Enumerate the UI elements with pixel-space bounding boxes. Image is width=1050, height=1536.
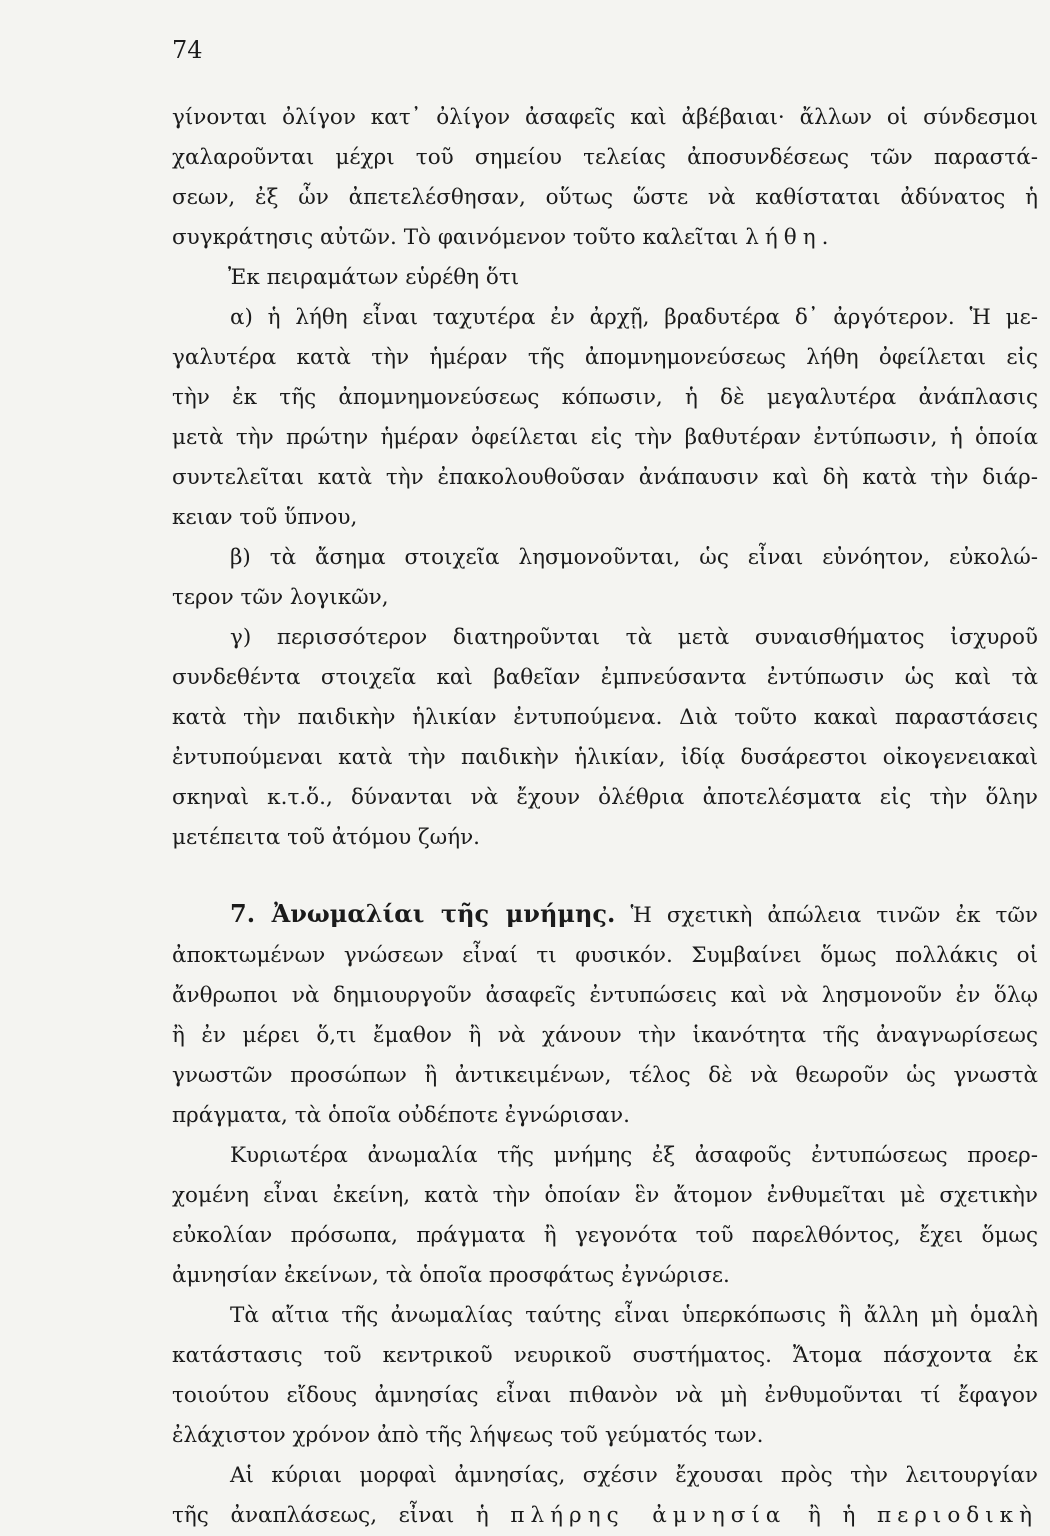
text-line: κατὰ τὴν παιδικὴν ἡλικίαν ἐντυπούμενα. Διὰ τοῦτο κακαὶ παραστάσεις — [172, 705, 1038, 730]
text-line: σεων, ἐξ ὧν ἀπετελέσθησαν, οὕτως ὥστε νὰ καθίσταται ἀδύνατος ἡ — [172, 185, 1038, 210]
text-line: γαλυτέρα κατὰ τὴν ἡμέραν τῆς ἀπομνημονεύσεως λήθη ὀφείλεται εἰς — [172, 345, 1038, 370]
paragraph-experiments — [172, 258, 1038, 298]
text-line: τοιούτου εἴδους ἀμνησίας εἶναι πιθανὸν νὰ μὴ ἐνθυμοῦνται τί ἔφαγον — [172, 1383, 1038, 1408]
text-line: πράγματα, τὰ ὁποῖα οὐδέποτε ἐγνώρισαν. — [172, 1103, 630, 1128]
text-line: Τὰ αἴτια τῆς ἀνωμαλίας ταύτης εἶναι ὑπερκόπωσις ἢ ἄλλη μὴ ὁμαλὴ — [230, 1303, 1038, 1328]
text-line: τερον τῶν λογικῶν, — [172, 585, 389, 610]
text-line: συνδεθέντα στοιχεῖα καὶ βαθεῖαν ἐμπνεύσαντα ἐντύπωσιν ὡς καὶ τὰ — [172, 665, 1038, 690]
paragraph-forgetting — [172, 98, 1038, 258]
text-line: ἢ ἐν μέρει ὅ,τι ἔμαθον ἢ νὰ χάνουν τὴν ἱκανότητα τῆς ἀναγνωρίσεως — [172, 1023, 1038, 1048]
paragraph-main-anomaly — [172, 1136, 1038, 1296]
section-7 — [172, 894, 1038, 1136]
text-line: Αἱ κύριαι μορφαὶ ἀμνησίας, σχέσιν ἔχουσαι πρὸς τὴν λειτουργίαν — [230, 1463, 1038, 1488]
text-line: γίνονται ὀλίγον κατ᾽ ὀλίγον ἀσαφεῖς καὶ ἀβέβαιαι· ἄλλων οἱ σύνδεσμοι — [172, 105, 1038, 130]
text-line: μετὰ τὴν πρώτην ἡμέραν ὀφείλεται εἰς τὴν βαθυτέραν ἐντύπωσιν, ἡ ὁποία — [172, 425, 1038, 450]
list-item-c — [172, 618, 1038, 858]
text-line: εὐκολίαν πρόσωπα, πράγματα ἢ γεγονότα τοῦ παρελθόντος, ἔχει ὅμως — [172, 1223, 1038, 1248]
list-item-a — [172, 298, 1038, 538]
text-fragment: συγκράτησις αὐτῶν. Τὸ φαινόμενον τοῦτο καλεῖται — [172, 225, 739, 250]
text-line: ἐλάχιστον χρόνον ἀπὸ τῆς λήψεως τοῦ γεύματός των. — [172, 1423, 764, 1448]
text-line: Ἐκ πειραμάτων εὑρέθη ὅτι — [228, 265, 520, 290]
term-periodic: περιοδικὴ — [877, 1503, 1038, 1528]
text-line: ἐντυπούμεναι κατὰ τὴν παιδικὴν ἡλικίαν, ἰδίᾳ δυσάρεστοι οἰκογενειακαὶ — [172, 745, 1038, 770]
page-body — [172, 98, 1038, 1536]
text-line: ἀποκτωμένων γνώσεων εἶναί τι φυσικόν. Συμβαίνει ὅμως πολλάκις οἱ — [172, 943, 1038, 968]
paragraph-amnesia-forms — [172, 1456, 1038, 1536]
term-lethe: λήθη. — [745, 225, 835, 250]
text-line — [172, 1496, 1038, 1536]
text-line: γ) περισσότερον διατηροῦνται τὰ μετὰ συναισθήματος ἰσχυροῦ — [230, 625, 1038, 650]
text-line: χαλαροῦνται μέχρι τοῦ σημείου τελείας ἀποσυνδέσεως τῶν παραστά- — [172, 145, 1038, 170]
text-line: μετέπειτα τοῦ ἀτόμου ζωήν. — [172, 825, 480, 850]
text-line: τὴν ἐκ τῆς ἀπομνημονεύσεως κόπωσιν, ἡ δὲ μεγαλυτέρα ἀνάπλασις — [172, 385, 1038, 410]
text-line: χομένη εἶναι ἐκείνη, κατὰ τὴν ὁποίαν ἓν ἄτομον ἐνθυμεῖται μὲ σχετικὴν — [172, 1183, 1038, 1208]
list-item-b — [172, 538, 1038, 618]
text-line: Κυριωτέρα ἀνωμαλία τῆς μνήμης ἐξ ἀσαφοῦς ἐντυπώσεως προερ- — [230, 1143, 1038, 1168]
term-complete-amnesia: πλήρης ἀμνησία — [510, 1503, 787, 1528]
text-line: γνωστῶν προσώπων ἢ ἀντικειμένων, τέλος δὲ νὰ θεωροῦν ὡς γνωστὰ — [172, 1063, 1038, 1088]
text-fragment: Ἡ σχετικὴ ἀπώλεια τινῶν ἐκ τῶν — [630, 903, 1038, 928]
text-line — [172, 218, 1038, 258]
text-line: συντελεῖται κατὰ τὴν ἐπακολουθοῦσαν ἀνάπαυσιν καὶ δὴ κατὰ τὴν διάρ- — [172, 465, 1038, 490]
text-line: ἀμνησίαν ἐκείνων, τὰ ὁποῖα προσφάτως ἐγνώρισε. — [172, 1263, 730, 1288]
text-fragment: τῆς ἀναπλάσεως, εἶναι ἡ — [172, 1503, 489, 1528]
section-heading: 7. Ἀνωμαλίαι τῆς μνήμης. — [230, 899, 616, 928]
text-line: α) ἡ λήθη εἶναι ταχυτέρα ἐν ἀρχῇ, βραδυτέρα δ᾽ ἀργότερον. Ἡ με- — [230, 305, 1038, 330]
text-line: κειαν τοῦ ὕπνου, — [172, 505, 358, 530]
text-line: β) τὰ ἄσημα στοιχεῖα λησμονοῦνται, ὡς εἶναι εὐνόητον, εὐκολώ- — [230, 545, 1038, 570]
text-line: σκηναὶ κ.τ.ὅ., δύνανται νὰ ἔχουν ὀλέθρια ἀποτελέσματα εἰς τὴν ὅλην — [172, 785, 1038, 810]
page-number: 74 — [172, 36, 203, 64]
text-line: ἄνθρωποι νὰ δημιουργοῦν ἀσαφεῖς ἐντυπώσεις καὶ νὰ λησμονοῦν ἐν ὅλῳ — [172, 983, 1038, 1008]
text-fragment: ἢ ἡ — [807, 1503, 856, 1528]
paragraph-causes — [172, 1296, 1038, 1456]
text-line: κατάστασις τοῦ κεντρικοῦ νευρικοῦ συστήματος. Ἄτομα πάσχοντα ἐκ — [172, 1343, 1038, 1368]
text-line — [172, 894, 1038, 936]
